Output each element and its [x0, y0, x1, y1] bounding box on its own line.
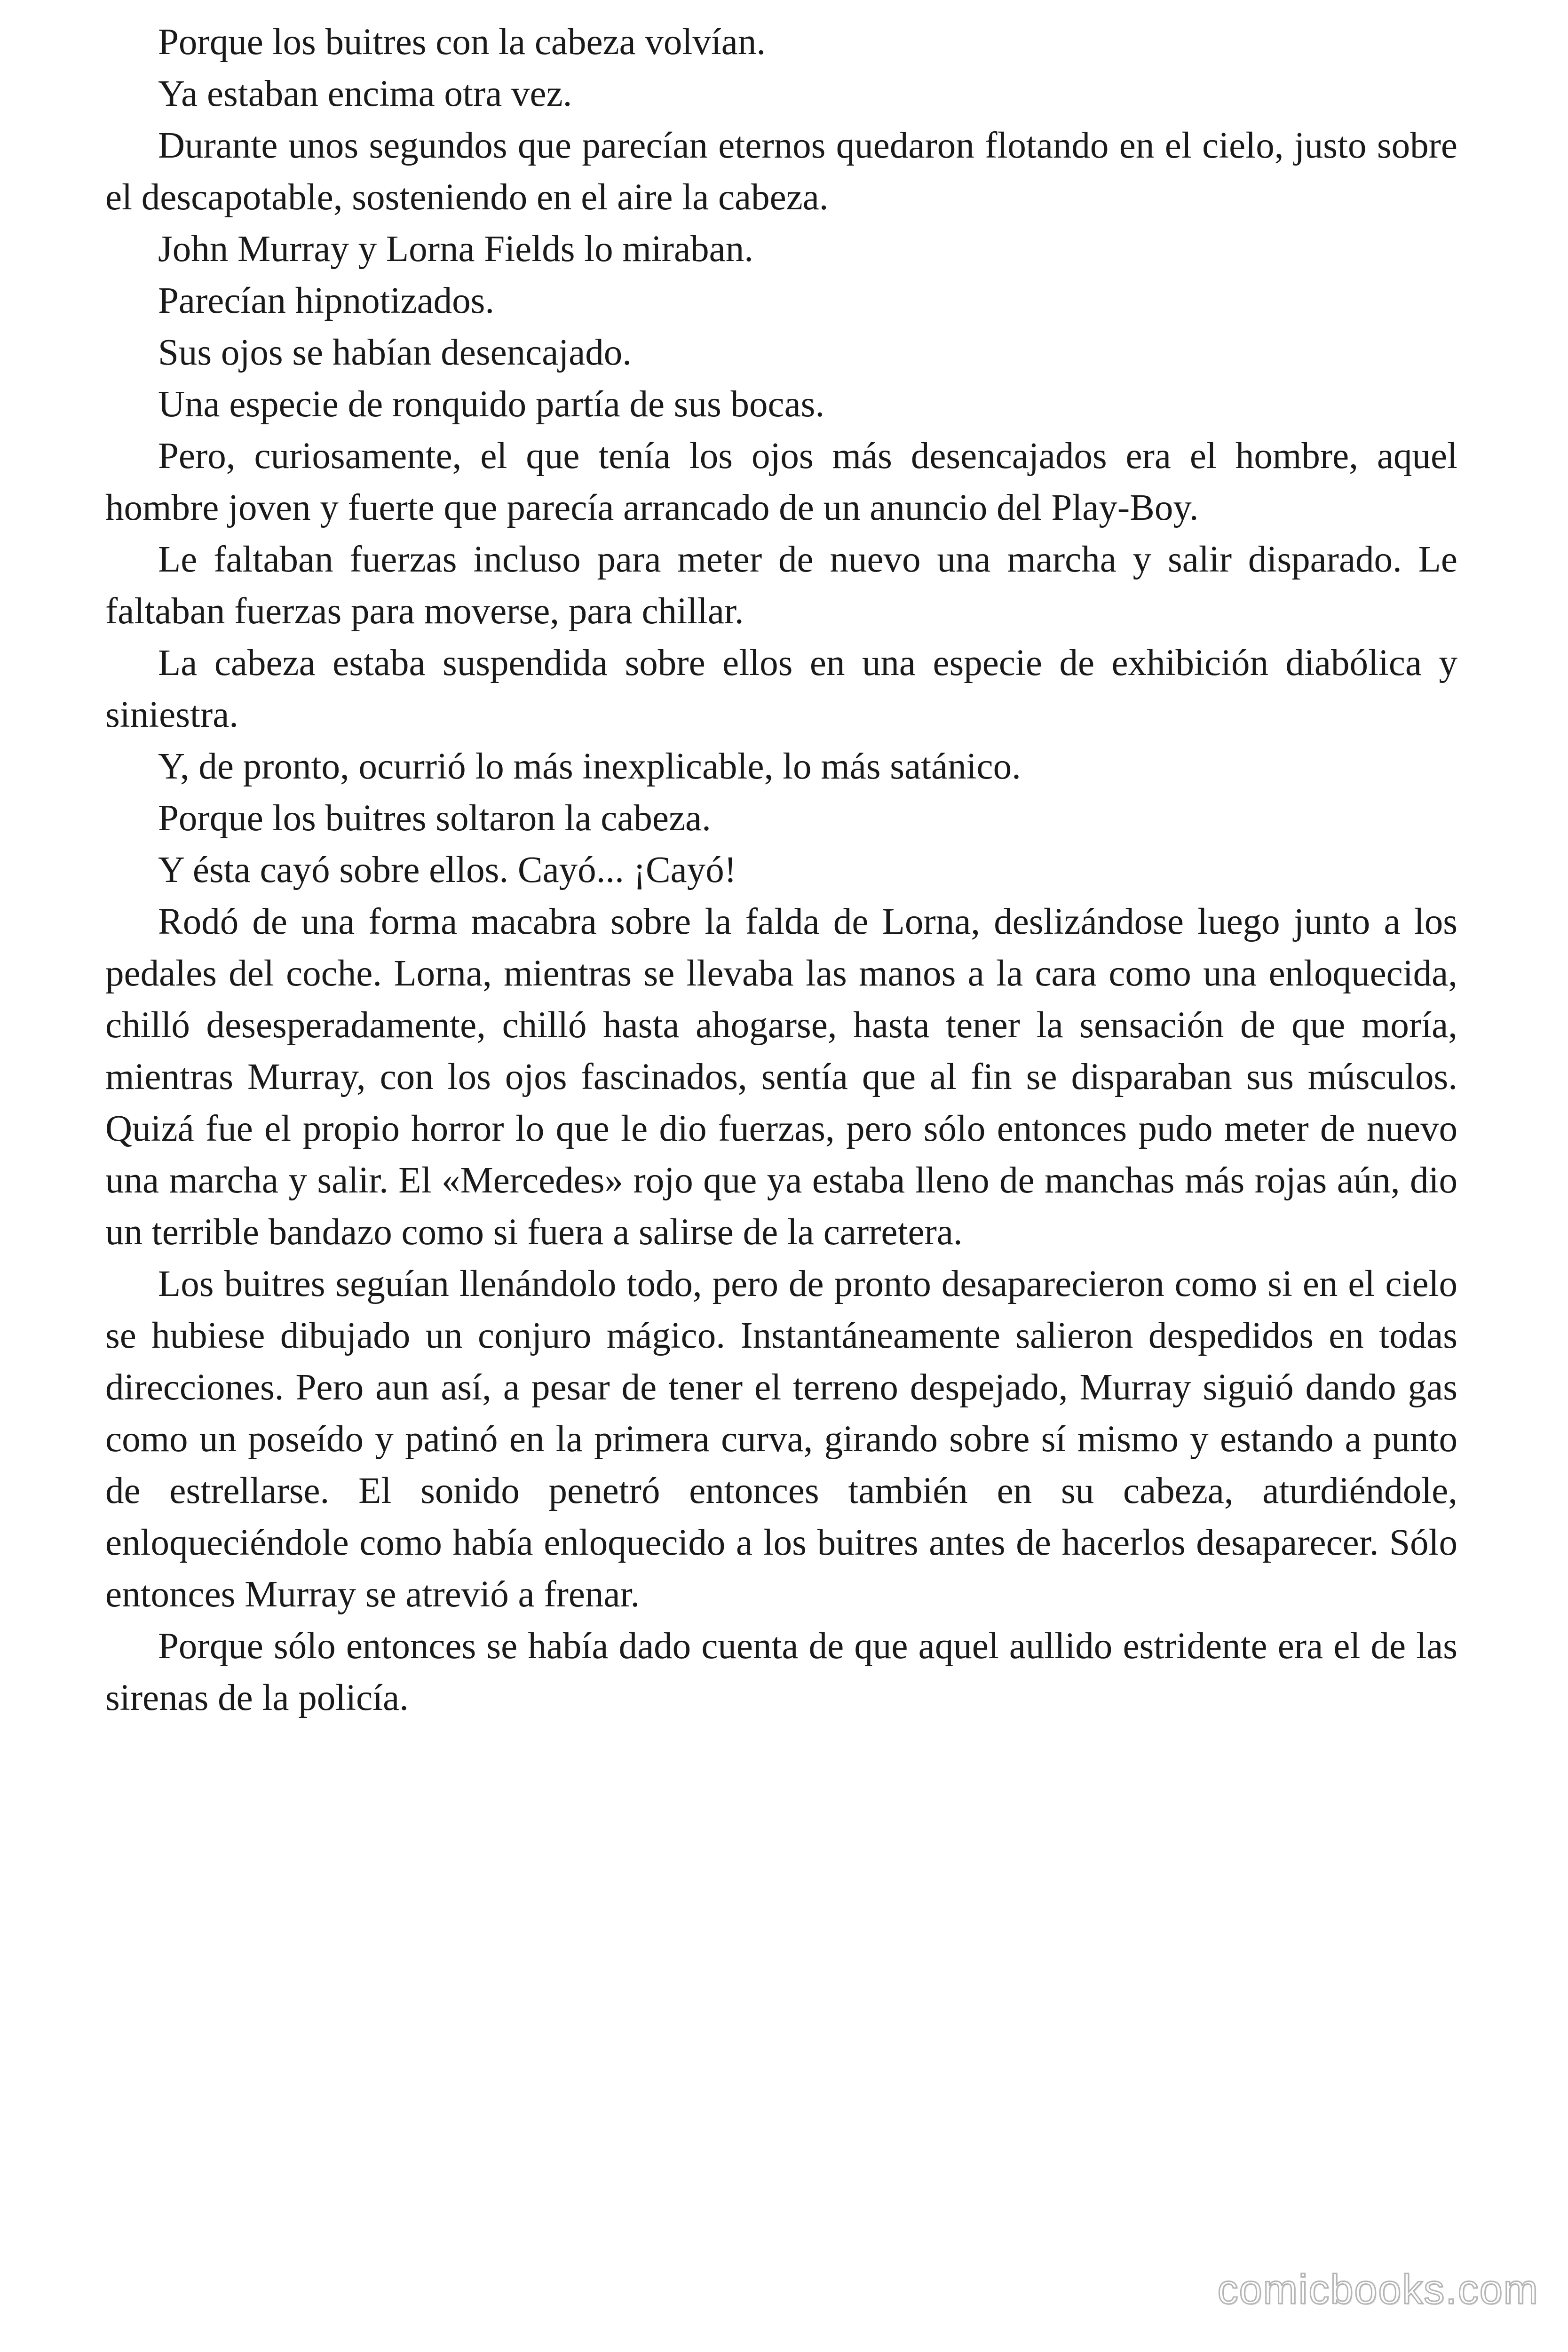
paragraph: Y, de pronto, ocurrió lo más inexplicable, lo más satánico. — [158, 746, 1021, 787]
paragraph: Una especie de ronquido partía de sus bocas. — [158, 384, 825, 425]
paragraph: Sus ojos se habían desencajado. — [158, 332, 632, 373]
site-watermark: comicbooks.com — [1217, 2266, 1539, 2312]
paragraph: Rodó de una forma macabra sobre la falda de Lorna, deslizándose luego junto a los pedales del coche. Lorna, mientras se llevaba las manos a la cara como una enloquecida, chilló desesperadamente, chilló hasta ahogarse, hasta tener la sensación de que moría, mientras Murray, con los ojos fascinados, sentía que al fin se disparaban sus músculos. Quizá fue el propio horror lo que le dio fuerzas, pero sólo entonces pudo meter de nuevo una marcha y salir. El «Mercedes» rojo que ya estaba lleno de manchas más rojas aún, dio un terrible bandazo como si fuera a salirse de la carretera. — [105, 901, 1457, 1253]
paragraph: Le faltaban fuerzas incluso para meter de nuevo una marcha y salir disparado. Le faltaban fuerzas para moverse, para chillar. — [105, 539, 1457, 632]
paragraph: Los buitres seguían llenándolo todo, pero de pronto desaparecieron como si en el cielo se hubiese dibujado un conjuro mágico. Instantáneamente salieron despedidos en todas direcciones. Pero aun así, a pesar de tener el terreno despejado, Murray siguió dando gas como un poseído y patinó en la primera curva, girando sobre sí mismo y estando a punto de estrellarse. El sonido penetró entonces también en su cabeza, aturdiéndole, enloqueciéndole como había enloquecido a los buitres antes de hacerlos desaparecer. Sólo entonces Murray se atrevió a frenar. — [105, 1263, 1457, 1615]
paragraph: Porque sólo entonces se había dado cuenta de que aquel aullido estridente era el de las sirenas de la policía. — [105, 1626, 1457, 1718]
paragraph: John Murray y Lorna Fields lo miraban. — [158, 229, 753, 270]
paragraph: Y ésta cayó sobre ellos. Cayó... ¡Cayó! — [158, 850, 737, 890]
paragraph: Durante unos segundos que parecían eternos quedaron flotando en el cielo, justo sobre el descapotable, sosteniendo en el aire la cabeza. — [105, 125, 1457, 218]
paragraph: Porque los buitres soltaron la cabeza. — [158, 798, 711, 839]
paragraph: Porque los buitres con la cabeza volvían. — [158, 22, 766, 63]
paragraph: Parecían hipnotizados. — [158, 280, 495, 321]
paragraph: Ya estaban encima otra vez. — [158, 73, 572, 114]
body-text — [105, 16, 1457, 1724]
paragraph: Pero, curiosamente, el que tenía los ojos más desencajados era el hombre, aquel hombre joven y fuerte que parecía arrancado de un anuncio del Play-Boy. — [105, 436, 1457, 528]
paragraph: La cabeza estaba suspendida sobre ellos en una especie de exhibición diabólica y siniestra. — [105, 643, 1457, 735]
